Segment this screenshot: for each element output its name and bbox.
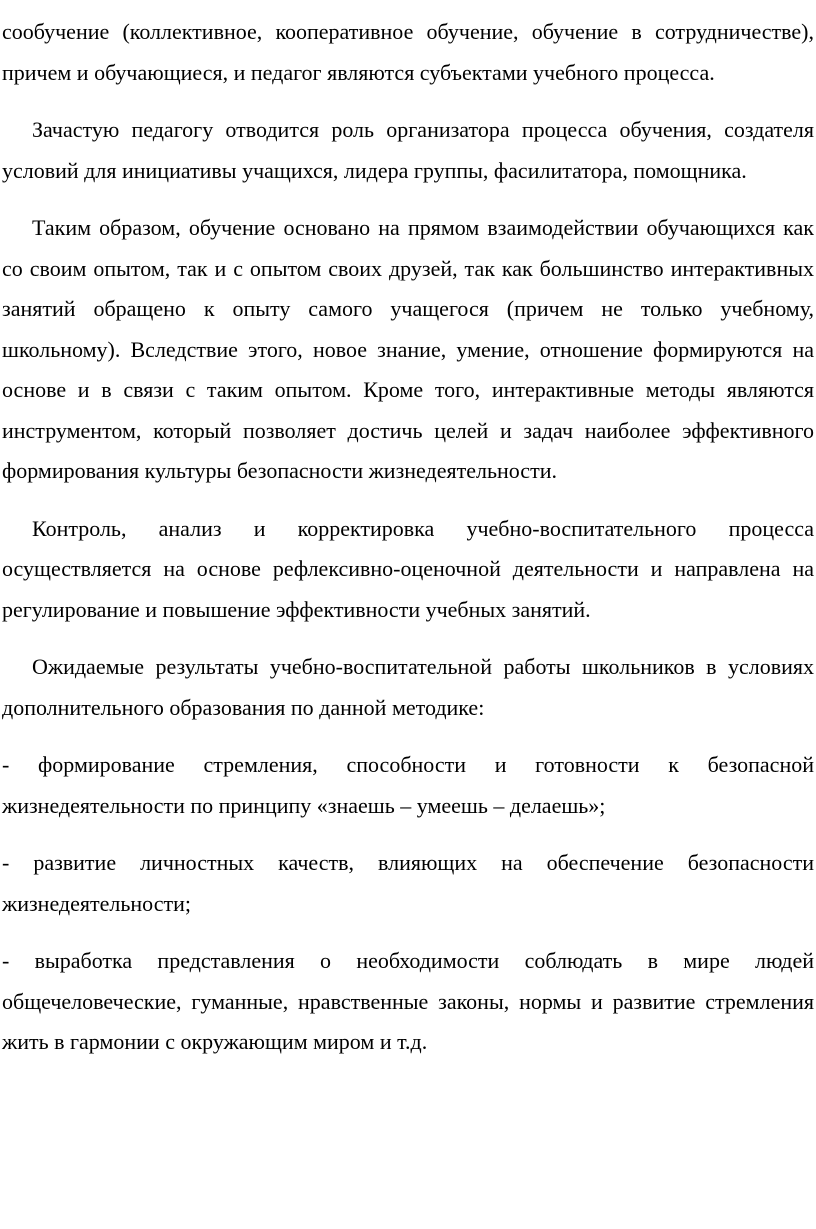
paragraph-interactive-learning: Таким образом, обучение основано на прямом взаимодействии обучающихся как со своим опытом, так и с опытом своих друзей, так как большинство интерактивных занятий обращено к опыту самого учащегося (причем не только учебному, школьному). Вследствие этого, новое знание, умение, отношение формируются на основе и в связи с таким опытом. Кроме того, интерактивные методы являются инструментом, который позволяет достичь целей и задач наиболее эффективного формирования культуры безопасности жизнедеятельности. [2, 215, 814, 483]
paragraph-teacher-role: Зачастую педагогу отводится роль организатора процесса обучения, создателя условий для инициативы учащихся, лидера группы, фасилитатора, помощника. [2, 117, 814, 183]
list-item-safe-life: - формирование стремления, способности и готовности к безопасной жизнедеятельности по принципу «знаешь – умеешь – делаешь»; [2, 752, 814, 818]
paragraph-control-analysis: Контроль, анализ и корректировка учебно-воспитательного процесса осуществляется на основе рефлексивно-оценочной деятельности и направлена на регулирование и повышение эффективности учебных занятий. [2, 515, 814, 622]
list-item-personal-qualities: - развитие личностных качеств, влияющих на обеспечение безопасности жизнедеятельности; [2, 850, 814, 916]
paragraph-expected-results: Ожидаемые результаты учебно-воспитательной работы школьников в условиях дополнительного образования по данной методике: [2, 654, 814, 720]
list-item-moral-laws: - выработка представления о необходимости соблюдать в мире людей общечеловеческие, гуманные, нравственные законы, нормы и развитие стремления жить в гармонии с окружающим миром и т.д. [2, 948, 814, 1054]
paragraph-continuation: сообучение (коллективное, кооперативное обучение, обучение в сотрудничестве), причем и обучающиеся, и педагог являются субъектами учебного процесса. [2, 19, 814, 85]
document-page [2, 12, 814, 1080]
